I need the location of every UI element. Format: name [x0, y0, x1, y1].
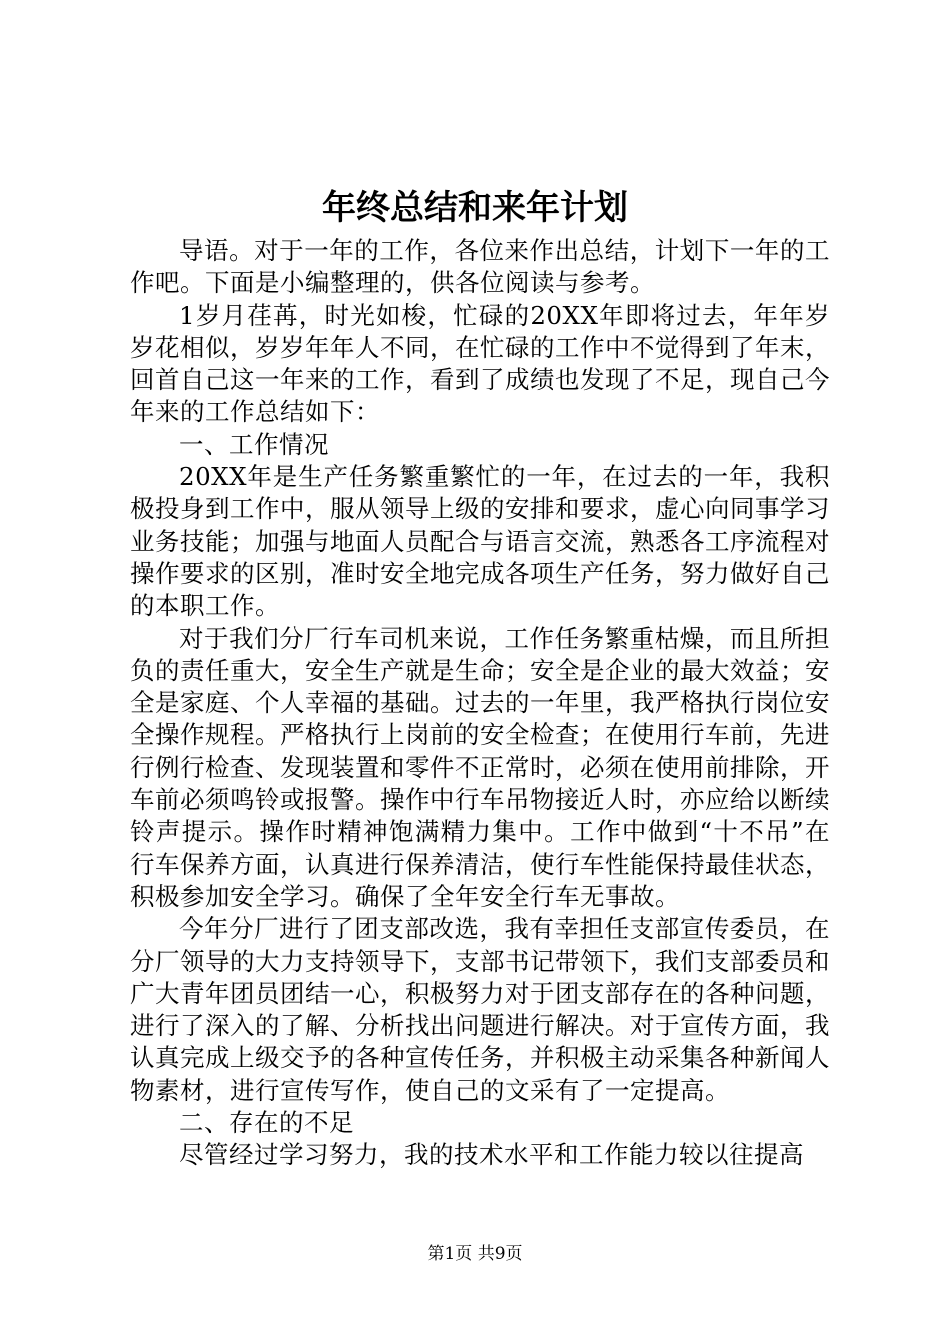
paragraph-shortcomings: 尽管经过学习努力，我的技术水平和工作能力较以往提高 [179, 1140, 804, 1170]
page-indicator: 第1页 共9页 [427, 1244, 523, 1264]
page-footer [0, 1243, 950, 1265]
paragraph-league-branch: 今年分厂进行了团支部改选，我有幸担任支部宣传委员，在分厂领导的大力支持领导下，支部书记带领下，我们支部委员和广大青年团员团结一心，积极努力对于团支部存在的各种问题，进行了深入的了解、分析找出问题进行解决。对于宣传方面，我认真完成上级交予的各种宣传任务，并积极主动采集各种新闻人物素材，进行宣传写作，使自己的文采有了一定提高。 [130, 914, 830, 1105]
paragraph-intro: 导语。对于一年的工作，各位来作出总结，计划下一年的工作吧。下面是小编整理的，供各位阅读与参考。 [130, 236, 830, 298]
paragraph-work-overview: 20XX年是生产任务繁重繁忙的一年，在过去的一年，我积极投身到工作中，服从领导上级的安排和要求，虚心向同事学习业务技能；加强与地面人员配合与语言交流，熟悉各工序流程对操作要求的区别，准时安全地完成各项生产任务，努力做好自己的本职工作。 [130, 462, 830, 621]
document-body [130, 235, 830, 1172]
section-heading-shortcomings: 二、存在的不足 [179, 1108, 354, 1138]
section-heading-work: 一、工作情况 [179, 429, 329, 459]
paragraph-safety: 对于我们分厂行车司机来说，工作任务繁重枯燥，而且所担负的责任重大，安全生产就是生命；安全是企业的最大效益；安全是家庭、个人幸福的基础。过去的一年里，我严格执行岗位安全操作规程。严格执行上岗前的安全检查；在使用行车前，先进行例行检查、发现装置和零件不正常时，必须在使用前排除，开车前必须鸣铃或报警。操作中行车吊物接近人时，亦应给以断续铃声提示。操作时精神饱满精力集中。工作中做到“十不吊”在行车保养方面，认真进行保养清洁，使行车性能保持最佳状态，积极参加安全学习。确保了全年安全行车无事故。 [130, 623, 830, 911]
paragraph-opening: 1岁月荏苒，时光如梭，忙碌的20XX年即将过去，年年岁岁花相似，岁岁年年人不同，在忙碌的工作中不觉得到了年末，回首自己这一年来的工作，看到了成绩也发现了不足，现自己今年来的工作总结如下： [130, 300, 830, 427]
document-title: 年终总结和来年计划 [322, 188, 628, 228]
